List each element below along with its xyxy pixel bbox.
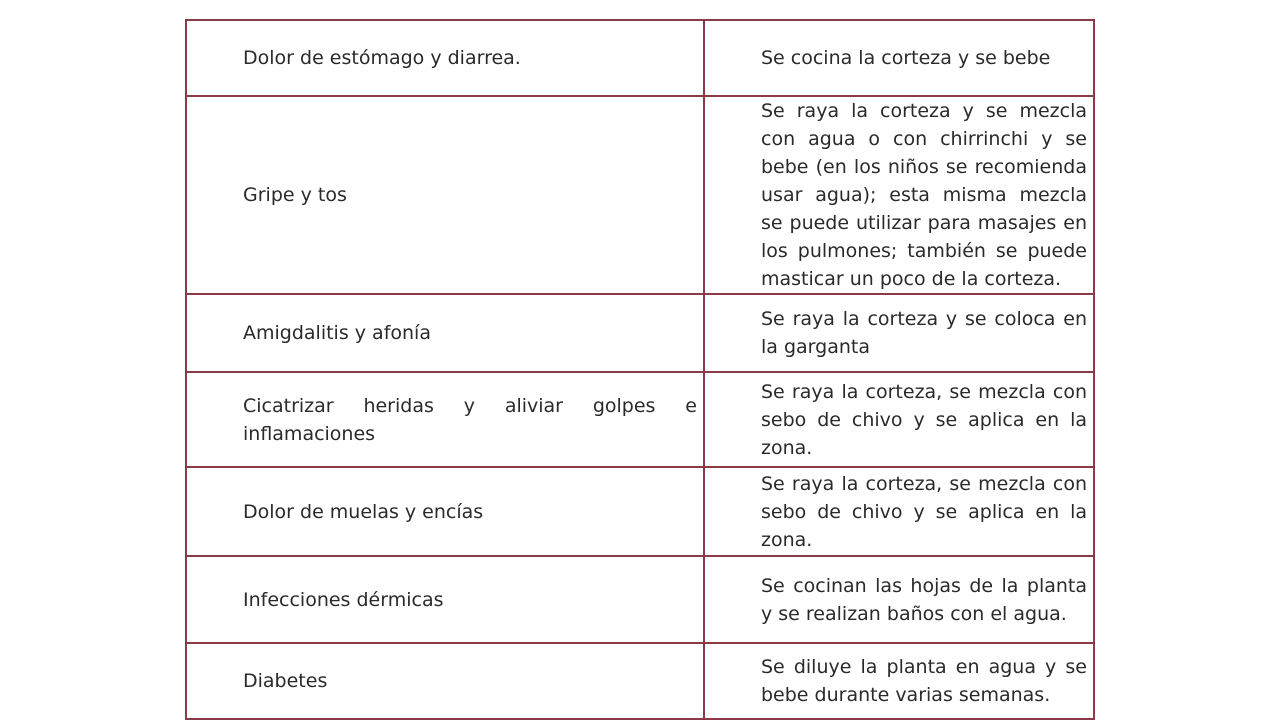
preparation-cell: Se raya la corteza y se mezcla con agua o con chirrinchi y se bebe (en los niños se recomienda usar agua); esta misma mezcla se puede utilizar para masajes en los pulmones; también se puede masticar un poco de la corteza. bbox=[704, 96, 1094, 294]
table-row bbox=[186, 20, 1094, 96]
preparation-cell: Se cocinan las hojas de la planta y se realizan baños con el agua. bbox=[704, 556, 1094, 643]
condition-cell: Amigdalitis y afonía bbox=[186, 294, 704, 372]
table-row bbox=[186, 372, 1094, 467]
table-row bbox=[186, 96, 1094, 294]
condition-cell: Gripe y tos bbox=[186, 96, 704, 294]
table-row bbox=[186, 467, 1094, 556]
condition-cell: Dolor de muelas y encías bbox=[186, 467, 704, 556]
preparation-cell: Se raya la corteza, se mezcla con sebo de chivo y se aplica en la zona. bbox=[704, 372, 1094, 467]
preparation-cell: Se raya la corteza y se coloca en la garganta bbox=[704, 294, 1094, 372]
table-row bbox=[186, 294, 1094, 372]
preparation-cell: Se cocina la corteza y se bebe bbox=[704, 20, 1094, 96]
preparation-cell: Se diluye la planta en agua y se bebe durante varias semanas. bbox=[704, 643, 1094, 719]
condition-cell: Diabetes bbox=[186, 643, 704, 719]
condition-cell: Infecciones dérmicas bbox=[186, 556, 704, 643]
table-row bbox=[186, 556, 1094, 643]
remedies-table bbox=[185, 19, 1095, 720]
preparation-cell: Se raya la corteza, se mezcla con sebo de chivo y se aplica en la zona. bbox=[704, 467, 1094, 556]
table-row bbox=[186, 643, 1094, 719]
condition-cell: Cicatrizar heridas y aliviar golpes e inflamaciones bbox=[186, 372, 704, 467]
condition-cell: Dolor de estómago y diarrea. bbox=[186, 20, 704, 96]
